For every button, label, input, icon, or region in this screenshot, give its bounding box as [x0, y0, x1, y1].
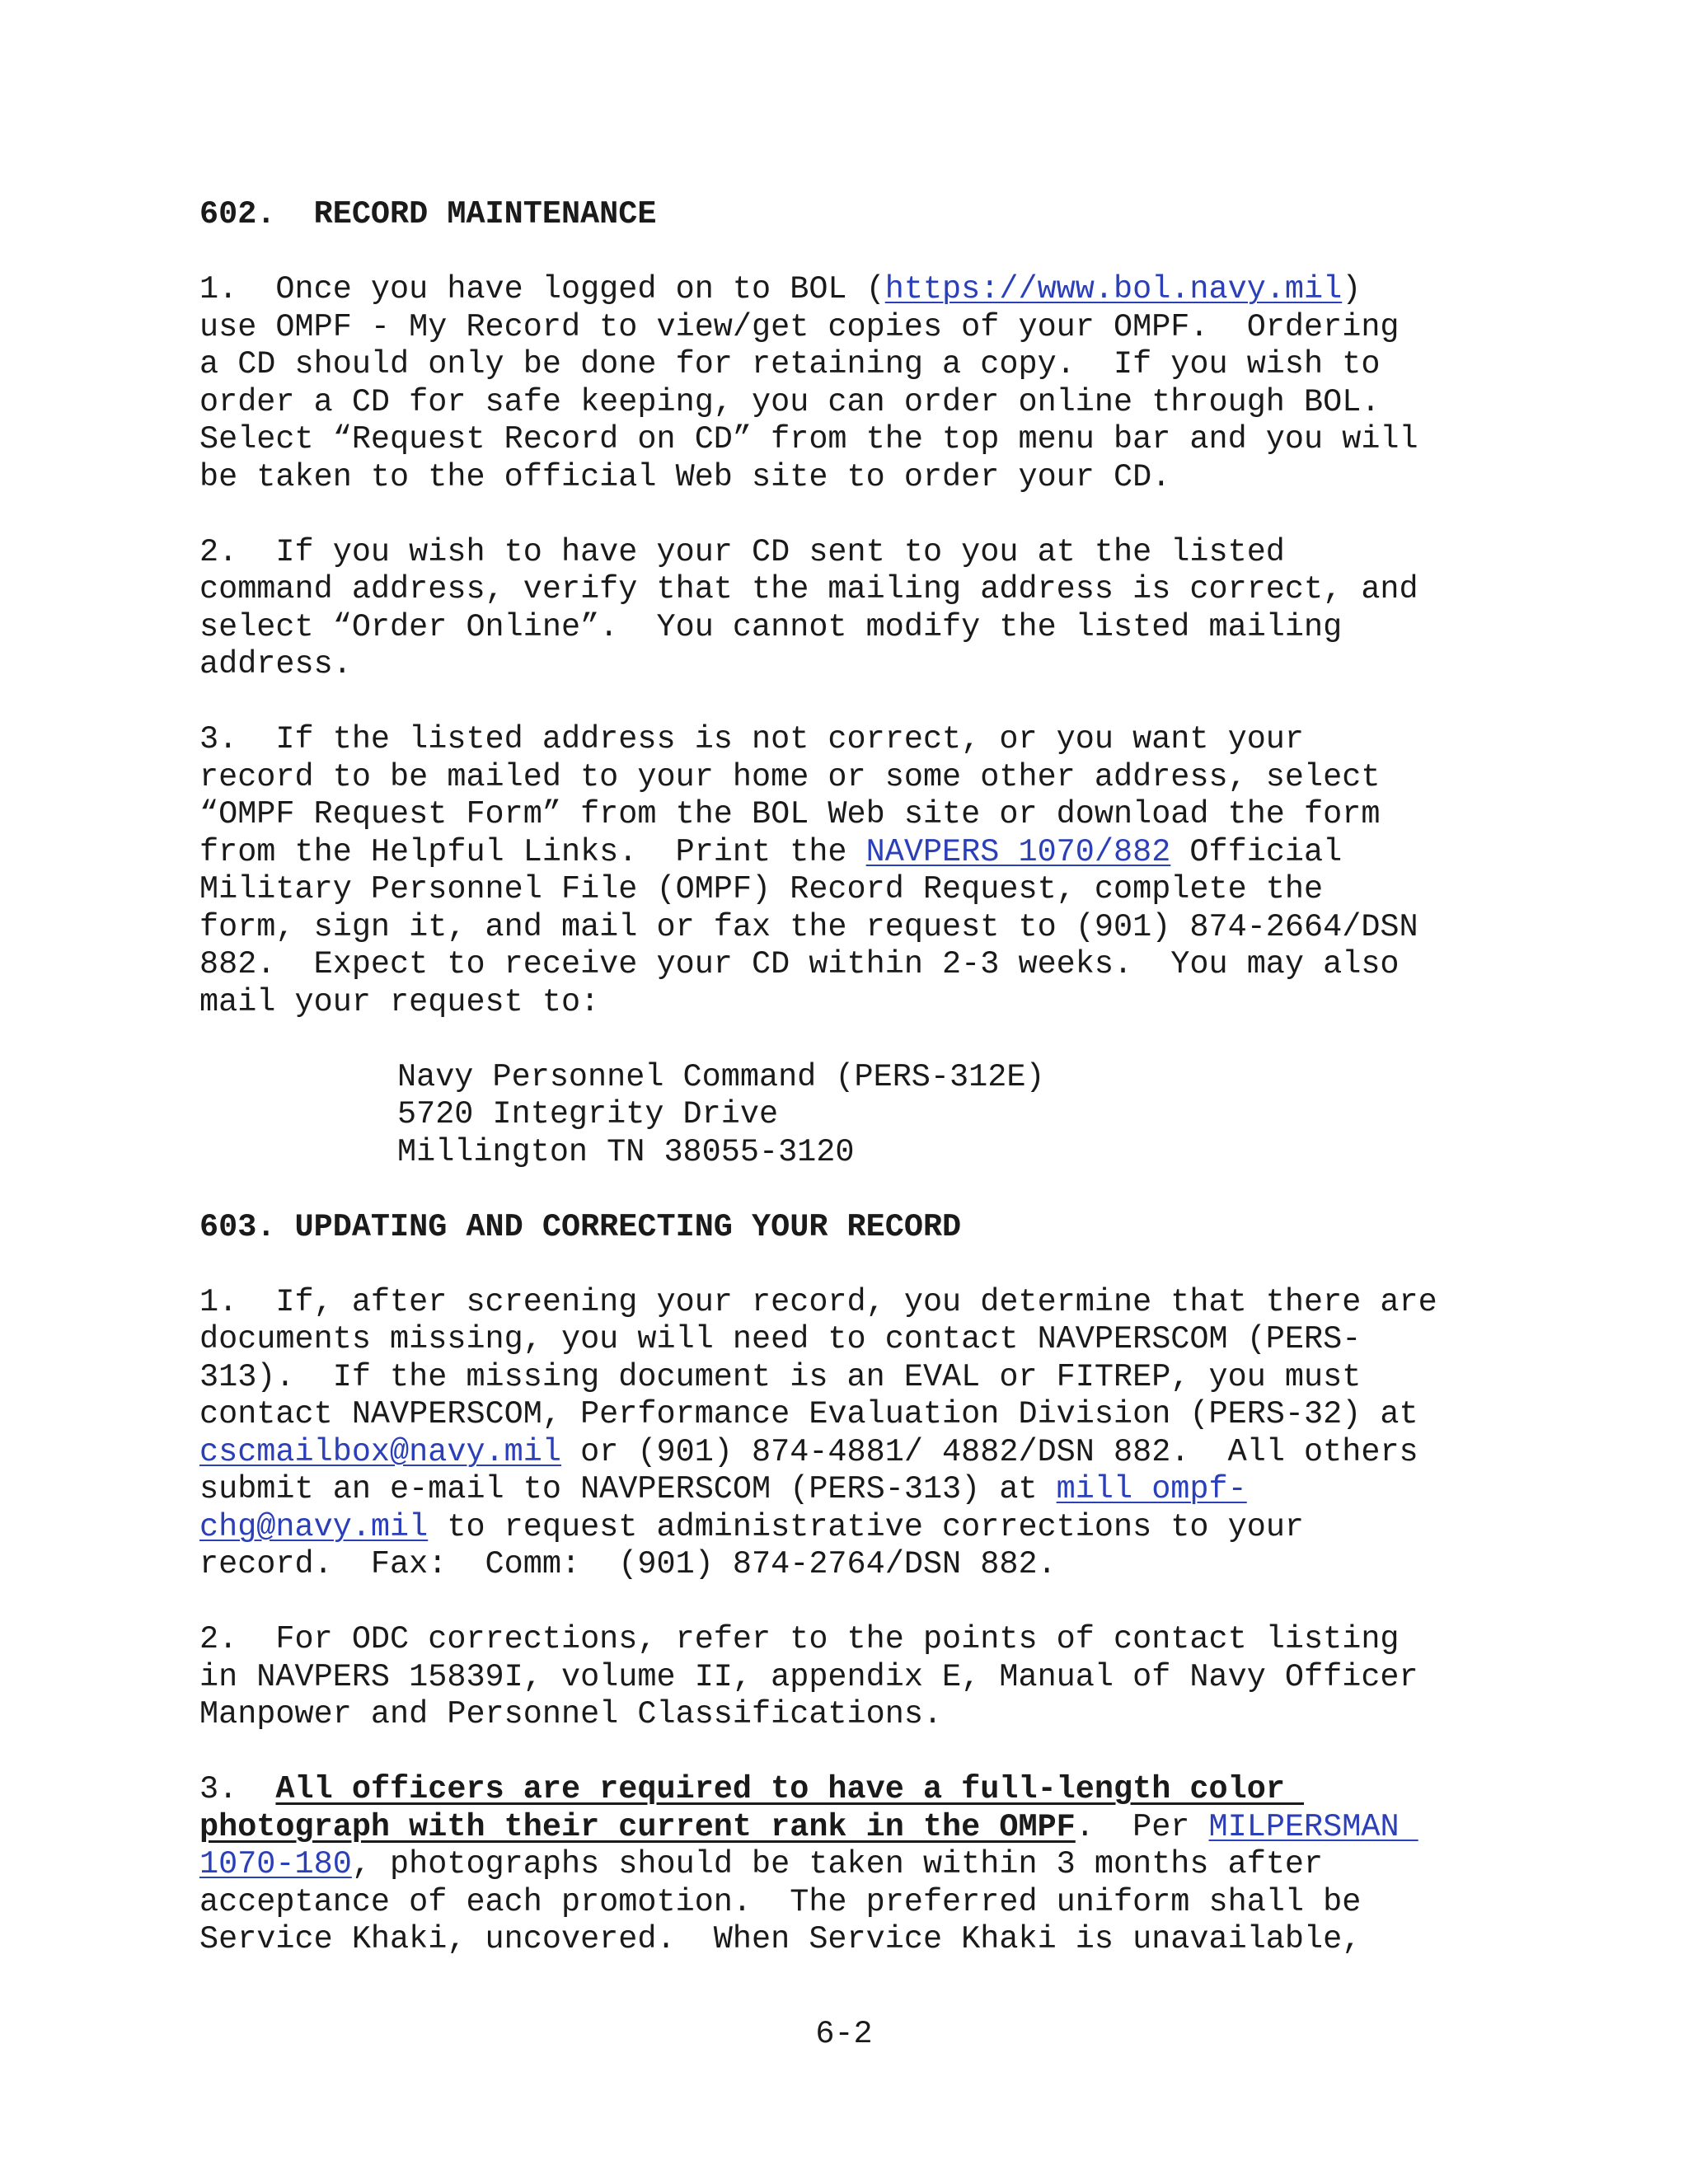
- text-line: Military Personnel File (OMPF) Record Request, complete the: [199, 871, 1324, 907]
- text-line: a CD should only be done for retaining a copy. If you wish to: [199, 346, 1381, 382]
- address-line: 5720 Integrity Drive: [397, 1096, 779, 1132]
- page-number: 6-2: [815, 2016, 873, 2052]
- text-line: 882. Expect to receive your CD within 2-3 weeks. You may also: [199, 946, 1400, 982]
- text-span: from the Helpful Links. Print the: [199, 833, 866, 870]
- navpers-1070-882-link[interactable]: NAVPERS 1070/882: [865, 833, 1171, 870]
- s602-paragraph-3: [199, 721, 1535, 1021]
- text-line: be taken to the official Web site to order your CD.: [199, 458, 1171, 495]
- text-line: record. Fax: Comm: (901) 874-2764/DSN 882.: [199, 1546, 1057, 1582]
- text-line: command address, verify that the mailing address is correct, and: [199, 571, 1418, 607]
- cscmailbox-email-link[interactable]: cscmailbox@navy.mil: [199, 1433, 561, 1470]
- text-line: [199, 1471, 1535, 1509]
- text-line: record to be mailed to your home or some other address, select: [199, 758, 1381, 795]
- text-line: in NAVPERS 15839I, volume II, appendix E, Manual of Navy Officer: [199, 1658, 1418, 1695]
- text-line: [199, 1846, 1535, 1884]
- text-line: Select “Request Record on CD” from the top menu bar and you will: [199, 421, 1418, 457]
- text-line: “OMPF Request Form” from the BOL Web site or download the form: [199, 796, 1381, 832]
- text-line: form, sign it, and mail or fax the request to (901) 874-2664/DSN: [199, 908, 1418, 945]
- text-line: 313). If the missing document is an EVAL or FITREP, you must: [199, 1358, 1362, 1395]
- text-line: mail your request to:: [199, 983, 600, 1020]
- text-line: contact NAVPERSCOM, Performance Evaluation Division (PERS-32) at: [199, 1396, 1418, 1432]
- text-line: 3. If the listed address is not correct, or you want your: [199, 721, 1305, 757]
- text-line: address.: [199, 646, 352, 682]
- text-line: documents missing, you will need to contact NAVPERSCOM (PERS-: [199, 1321, 1362, 1357]
- text-span: . Per: [1075, 1808, 1209, 1845]
- s603-paragraph-1: [199, 1284, 1535, 1584]
- text-line: [199, 1434, 1535, 1472]
- text-line: acceptance of each promotion. The preferred uniform shall be: [199, 1883, 1362, 1920]
- text-line: select “Order Online”. You cannot modify the listed mailing: [199, 608, 1343, 645]
- text-span: ): [1342, 271, 1362, 307]
- text-span: or (901) 874-4881/ 4882/DSN 882. All others: [560, 1433, 1418, 1470]
- address-line: Millington TN 38055-3120: [397, 1133, 855, 1170]
- section-603-heading: 603. UPDATING AND CORRECTING YOUR RECORD: [199, 1208, 962, 1245]
- mailing-address: [199, 1059, 1535, 1172]
- text-span: to request administrative corrections to your: [428, 1508, 1305, 1545]
- section-602-heading: 602. RECORD MAINTENANCE: [199, 196, 657, 232]
- milpersman-link-cont[interactable]: 1070-180: [199, 1846, 352, 1882]
- text-line: order a CD for safe keeping, you can order online through BOL.: [199, 383, 1381, 420]
- s603-paragraph-2: [199, 1621, 1535, 1734]
- address-line: Navy Personnel Command (PERS-312E): [397, 1058, 1045, 1095]
- text-line: [199, 271, 1535, 309]
- ompf-chg-email-link-cont[interactable]: chg@navy.mil: [199, 1508, 429, 1545]
- text-line: 2. For ODC corrections, refer to the points of contact listing: [199, 1621, 1400, 1657]
- text-line: Manpower and Personnel Classifications.: [199, 1696, 943, 1732]
- text-span: 1. Once you have logged on to BOL (: [199, 271, 885, 307]
- emphasis-text: photograph with their current rank in the OMPF: [199, 1808, 1076, 1845]
- text-span: 3.: [199, 1771, 276, 1807]
- s603-paragraph-3: [199, 1771, 1535, 1959]
- page-body: [199, 196, 1535, 1959]
- bol-link[interactable]: https://www.bol.navy.mil: [884, 271, 1343, 307]
- text-span: submit an e-mail to NAVPERSCOM (PERS-313) at: [199, 1471, 1057, 1507]
- milpersman-link[interactable]: MILPERSMAN: [1208, 1808, 1418, 1845]
- text-line: Service Khaki, uncovered. When Service Khaki is unavailable,: [199, 1921, 1362, 1957]
- text-line: [199, 834, 1535, 872]
- text-line: 2. If you wish to have your CD sent to you at the listed: [199, 533, 1285, 570]
- ompf-chg-email-link[interactable]: mill ompf-: [1056, 1471, 1247, 1507]
- emphasis-text: All officers are required to have a full-length color: [275, 1771, 1305, 1807]
- text-span: , photographs should be taken within 3 months after: [351, 1846, 1324, 1882]
- text-line: use OMPF - My Record to view/get copies of your OMPF. Ordering: [199, 308, 1400, 345]
- text-line: [199, 1509, 1535, 1547]
- text-line: [199, 1771, 1535, 1809]
- s602-paragraph-2: [199, 534, 1535, 684]
- text-span: Official: [1170, 833, 1343, 870]
- text-line: 1. If, after screening your record, you determine that there are: [199, 1283, 1437, 1320]
- text-line: [199, 1809, 1535, 1847]
- s602-paragraph-1: [199, 271, 1535, 496]
